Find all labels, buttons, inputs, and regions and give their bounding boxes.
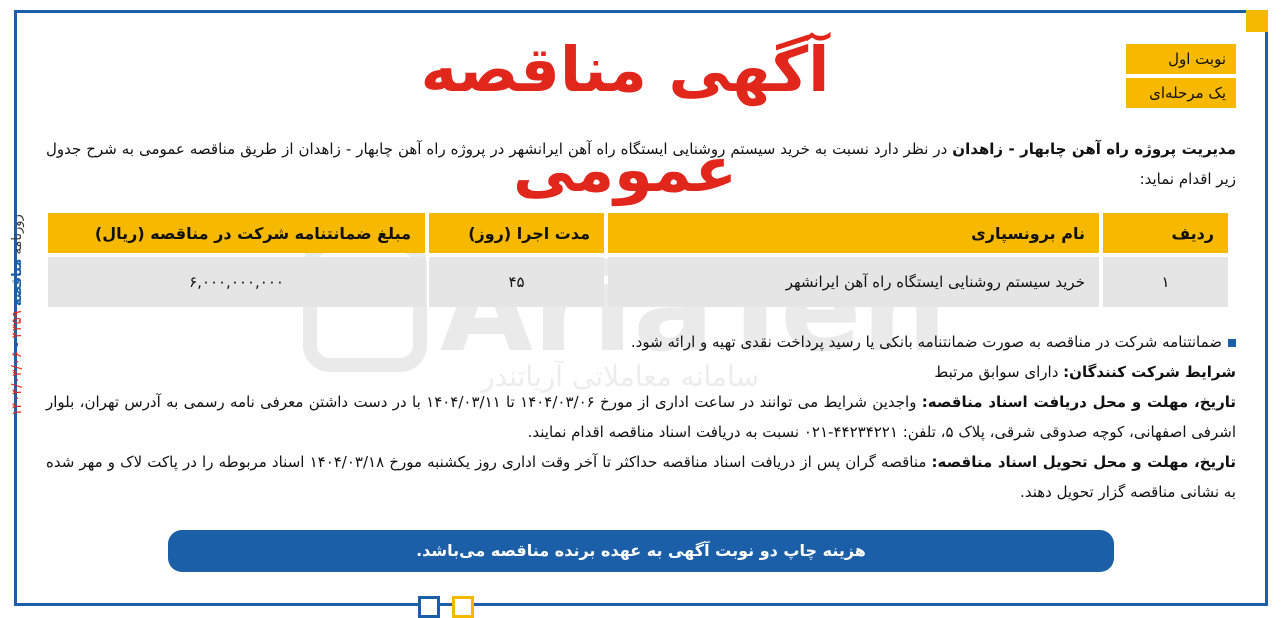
documents-text: واجدین شرایط می توانند در ساعت اداری از مورخ ۱۴۰۴/۰۳/۰۶ تا ۱۴۰۴/۰۳/۱۱ با در دست داشتن معرفی نامه رسمی به آدرس تهران، بلوار اشرفی اصفهانی، کوچه صدوقی شرقی، پلاک ۵، تلفن: ۴۴۲۳۴۲۲۱-۰۲۱ نسبت به دریافت اسناد مناقصه اقدام نمایند. — [46, 393, 1236, 441]
participants-condition — [46, 357, 1236, 387]
guarantee-note-text: ضمانتنامه شرکت در مناقصه به صورت ضمانتنامه بانکی یا رسید پرداخت نقدی تهیه و ارائه شود. — [630, 333, 1222, 351]
cell-item-name: خرید سیستم روشنایی ایستگاه راه آهن ایرانشهر — [608, 257, 1099, 307]
side-issue: ۴۳۵۹ - ۱۴۰۴/۰۳/۰۶ — [10, 310, 25, 416]
tender-table — [44, 209, 1232, 311]
corner-square-deco — [1246, 10, 1268, 32]
participants-text: دارای سوابق مرتبط — [934, 363, 1064, 381]
table-row — [48, 257, 1228, 307]
side-brand: مناقصه — [10, 258, 25, 307]
documents-delivery — [46, 447, 1236, 507]
side-prefix: روزنامه — [10, 214, 25, 255]
header-item-name: نام برونسپاری — [608, 213, 1099, 253]
cell-duration: ۴۵ — [429, 257, 604, 307]
delivery-label: تاریخ، مهلت و محل تحویل اسناد مناقصه: — [931, 453, 1236, 471]
stage-badge: یک مرحله‌ای — [1126, 78, 1236, 108]
newspaper-side-label — [10, 170, 40, 460]
table-header-row — [48, 213, 1228, 253]
conditions-section — [46, 327, 1236, 507]
intro-text: در نظر دارد نسبت به خرید سیستم روشنایی ایستگاه راه آهن ایرانشهر در پروژه راه آهن چابهار - زاهدان از طریق مناقصه عمومی به شرح جدول زیر اقدام نماید: — [46, 140, 1236, 188]
organization-name: مدیریت پروژه راه آهن چابهار - زاهدان — [952, 140, 1237, 158]
guarantee-note — [46, 327, 1236, 357]
header-duration: مدت اجرا (روز) — [429, 213, 604, 253]
printing-cost-bar: هزینه چاپ دو نوبت آگهی به عهده برنده مناقصه می‌باشد. — [168, 530, 1114, 572]
round-badge: نوبت اول — [1126, 44, 1236, 74]
delivery-text: مناقصه گران پس از دریافت اسناد مناقصه حداکثر تا آخر وقت اداری روز یکشنبه مورخ ۱۴۰۴/۰۳/۱۸ اسناد مربوطه را در پاکت لاک و مهر شده به نشانی مناقصه گزار تحویل دهند. — [46, 453, 1236, 501]
bottom-square-deco-blue — [418, 596, 440, 618]
cell-row-number: ۱ — [1103, 257, 1228, 307]
bullet-square-icon — [1228, 339, 1236, 347]
participants-label: شرایط شرکت کنندگان: — [1063, 363, 1236, 381]
intro-paragraph — [46, 134, 1236, 194]
watermark-brand: AriaTen — [440, 240, 947, 379]
header-row-number: ردیف — [1103, 213, 1228, 253]
page-title: آگهی مناقصه عمومی — [420, 33, 830, 206]
documents-label: تاریخ، مهلت و محل دریافت اسناد مناقصه: — [921, 393, 1237, 411]
watermark-subtitle: سامانه معاملاتی آریاتندر — [480, 360, 760, 393]
documents-receipt — [46, 387, 1236, 447]
cell-guarantee-amount: ۶,۰۰۰,۰۰۰,۰۰۰ — [48, 257, 425, 307]
header-guarantee-amount: مبلغ ضمانتنامه شرکت در مناقصه (ریال) — [48, 213, 425, 253]
bottom-square-deco-yellow — [452, 596, 474, 618]
